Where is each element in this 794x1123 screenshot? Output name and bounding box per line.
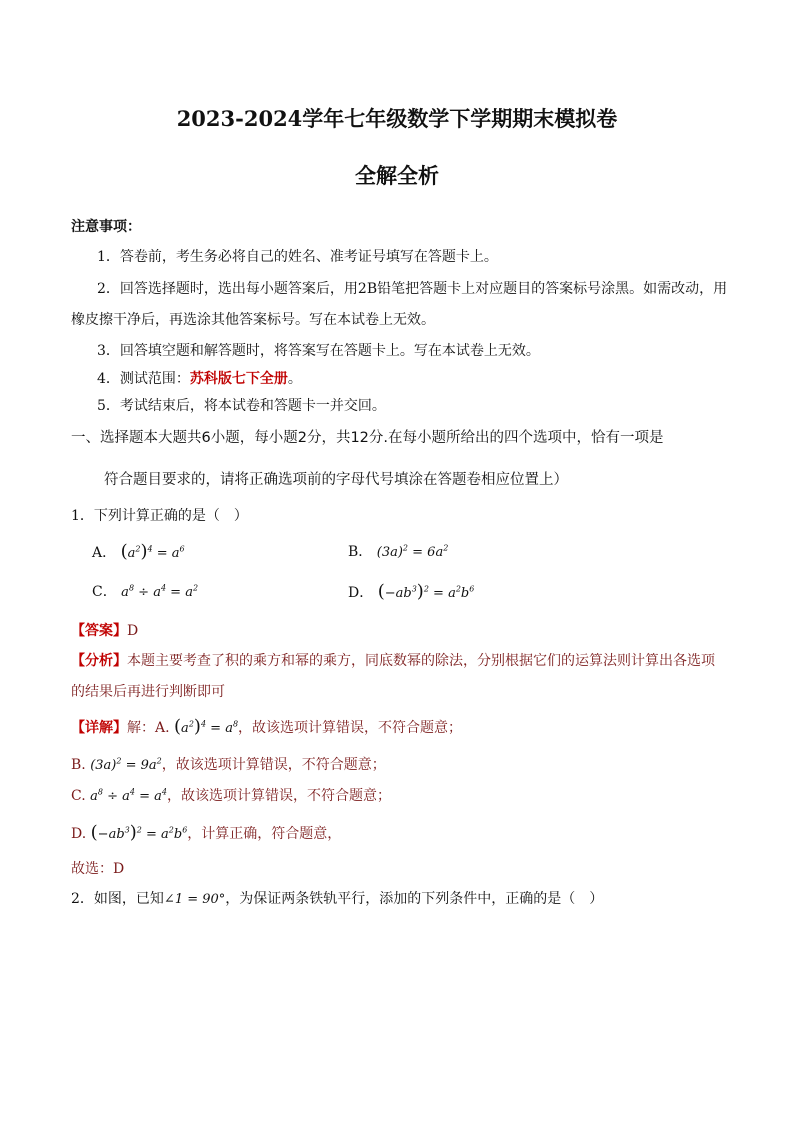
angle-condition: ∠1 = 90° bbox=[163, 892, 226, 907]
question-1-option-c: C． $a^8 \div a^4 = a^2$ bbox=[92, 583, 199, 600]
notes-item-3: 3．回答填空题和解答题时，将答案写在答题卡上。写在本试卷上无效。 bbox=[97, 343, 540, 359]
page-title: 2023-2024学年七年级数学下学期期末模拟卷 bbox=[176, 106, 618, 131]
detail-line-d: D. $(-ab^3)^2 = a^2b^6$，计算正确，符合题意， bbox=[71, 822, 342, 843]
answer-line bbox=[71, 621, 138, 641]
notes-item-4-prefix: 4．测试范围： bbox=[97, 371, 190, 387]
option-b-formula: $(3a)^2 = 6a^2$ bbox=[376, 543, 449, 560]
notes-item-4 bbox=[97, 369, 302, 389]
option-c-formula: $a^8 \div a^4 = a^2$ bbox=[121, 583, 199, 600]
analysis-tag: 【分析】 bbox=[71, 653, 127, 669]
page-subtitle: 全解全析 bbox=[355, 163, 439, 188]
conclusion-line: 故选：D bbox=[71, 861, 125, 877]
question-2-stem: 2．如图，已知∠1 = 90°，为保证两条铁轨平行，添加的下列条件中，正确的是（ ） bbox=[71, 891, 604, 907]
detail-line-c: C. $a^8 \div a^4 = a^4$，故该选项计算错误，不符合题意； bbox=[71, 787, 392, 804]
section-1-line-2: 符合题目要求的，请将正确选项前的字母代号填涂在答题卷相应位置上） bbox=[104, 472, 568, 488]
question-1-option-a: A． $(a^2)^4 = a^6$ bbox=[92, 541, 185, 562]
answer-value: D bbox=[127, 623, 139, 639]
question-1-option-b: B． $(3a)^2 = 6a^2$ bbox=[348, 543, 449, 560]
question-1-stem: 1．下列计算正确的是（ ） bbox=[71, 508, 248, 524]
question-1-option-d: D． $(-ab^3)^2 = a^2b^6$ bbox=[348, 581, 475, 602]
analysis-line-1: 【分析】本题主要考查了积的乘方和幂的乘方，同底数幂的除法，分别根据它们的运算法则计算出各选项 bbox=[71, 653, 715, 669]
option-d-formula: $(-ab^3)^2 = a^2b^6$ bbox=[377, 581, 475, 602]
notes-heading: 注意事项： bbox=[71, 219, 141, 235]
option-a-formula: $(a^2)^4 = a^6$ bbox=[120, 541, 185, 562]
notes-item-2b: 橡皮擦干净后，再选涂其他答案标号。写在本试卷上无效。 bbox=[71, 312, 435, 328]
notes-item-4-suffix: 。 bbox=[287, 371, 302, 387]
section-1-line-1: 一、选择题本大题共6小题，每小题2分，共12分.在每小题所给出的四个选项中，恰有一项是 bbox=[71, 430, 664, 446]
notes-item-1: 1．答卷前，考生务必将自己的姓名、准考证号填写在答题卡上。 bbox=[97, 249, 498, 265]
notes-item-5: 5．考试结束后，将本试卷和答题卡一并交回。 bbox=[97, 398, 386, 414]
detail-tag: 【详解】 bbox=[71, 720, 127, 736]
detail-line-a: 【详解】解：A. $(a^2)^4 = a^8$，故该选项计算错误，不符合题意； bbox=[71, 716, 463, 737]
test-range: 苏科版七下全册 bbox=[189, 371, 288, 387]
detail-line-b: B. $(3a)^2 = 9a^2$，故该选项计算错误，不符合题意； bbox=[71, 756, 386, 773]
notes-item-2a: 2．回答选择题时，选出每小题答案后，用2B铅笔把答题卡上对应题目的答案标号涂黑。如需改动，用 bbox=[97, 281, 728, 297]
answer-tag: 【答案】 bbox=[71, 623, 127, 639]
analysis-line-2: 的结果后再进行判断即可 bbox=[71, 684, 225, 700]
